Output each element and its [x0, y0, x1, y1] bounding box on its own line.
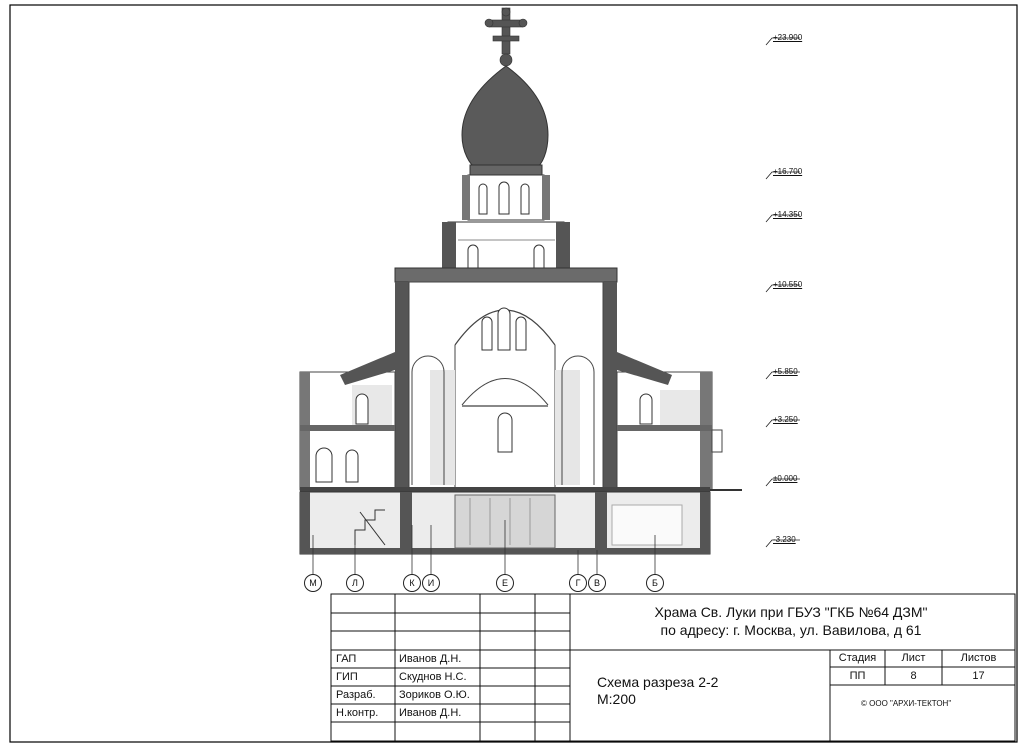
elevation-label: ±0.000 [773, 474, 798, 483]
sheet-scale: М:200 [597, 691, 636, 707]
axis-bubble: Л [346, 574, 364, 592]
elevation-label: +5.850 [773, 367, 798, 376]
role-name: Зориков О.Ю. [399, 689, 470, 701]
sheet-header: Лист [901, 652, 926, 664]
dome-base [470, 165, 542, 175]
axis-bubble: К [403, 574, 421, 592]
project-title: Храма Св. Луки при ГБУЗ "ГКБ №64 ДЗМ" [654, 604, 928, 620]
role-label: ГАП [336, 653, 357, 665]
sheet-title: Схема разреза 2-2 [597, 674, 719, 690]
elevation-label: +14.350 [773, 210, 803, 219]
role-label: ГИП [336, 671, 358, 683]
sheets-total-header: Листов [960, 652, 997, 664]
elevation-label: +3.250 [773, 415, 798, 424]
axis-bubble: В [588, 574, 606, 592]
company-label: © ООО "АРХИ-ТЕКТОН" [861, 699, 952, 708]
cross-icon [485, 8, 527, 66]
project-address: по адресу: г. Москва, ул. Вавилова, д 61 [660, 622, 922, 638]
axis-bubble: Г [569, 574, 587, 592]
stage-value: ПП [849, 670, 866, 682]
sheets-total: 17 [972, 670, 985, 682]
elevation-markers [766, 38, 803, 547]
onion-dome [462, 66, 548, 168]
role-label: Н.контр. [336, 707, 379, 719]
drum-windows [479, 182, 529, 214]
axis-bubble: Б [646, 574, 664, 592]
elevation-label: +16.700 [773, 167, 803, 176]
elevation-label: +10.550 [773, 280, 803, 289]
axis-bubble: М [304, 574, 322, 592]
title-block [331, 594, 1015, 741]
axis-bubble: Е [496, 574, 514, 592]
role-label: Разраб. [336, 689, 376, 701]
elevation-label: +23.900 [773, 33, 803, 42]
elevation-label: -3.230 [773, 535, 796, 544]
role-name: Иванов Д.Н. [399, 653, 462, 665]
role-name: Иванов Д.Н. [399, 707, 462, 719]
sheet-number: 8 [910, 670, 917, 682]
stage-header: Стадия [838, 652, 877, 664]
axis-bubble: И [422, 574, 440, 592]
role-name: Скуднов Н.С. [399, 671, 467, 683]
